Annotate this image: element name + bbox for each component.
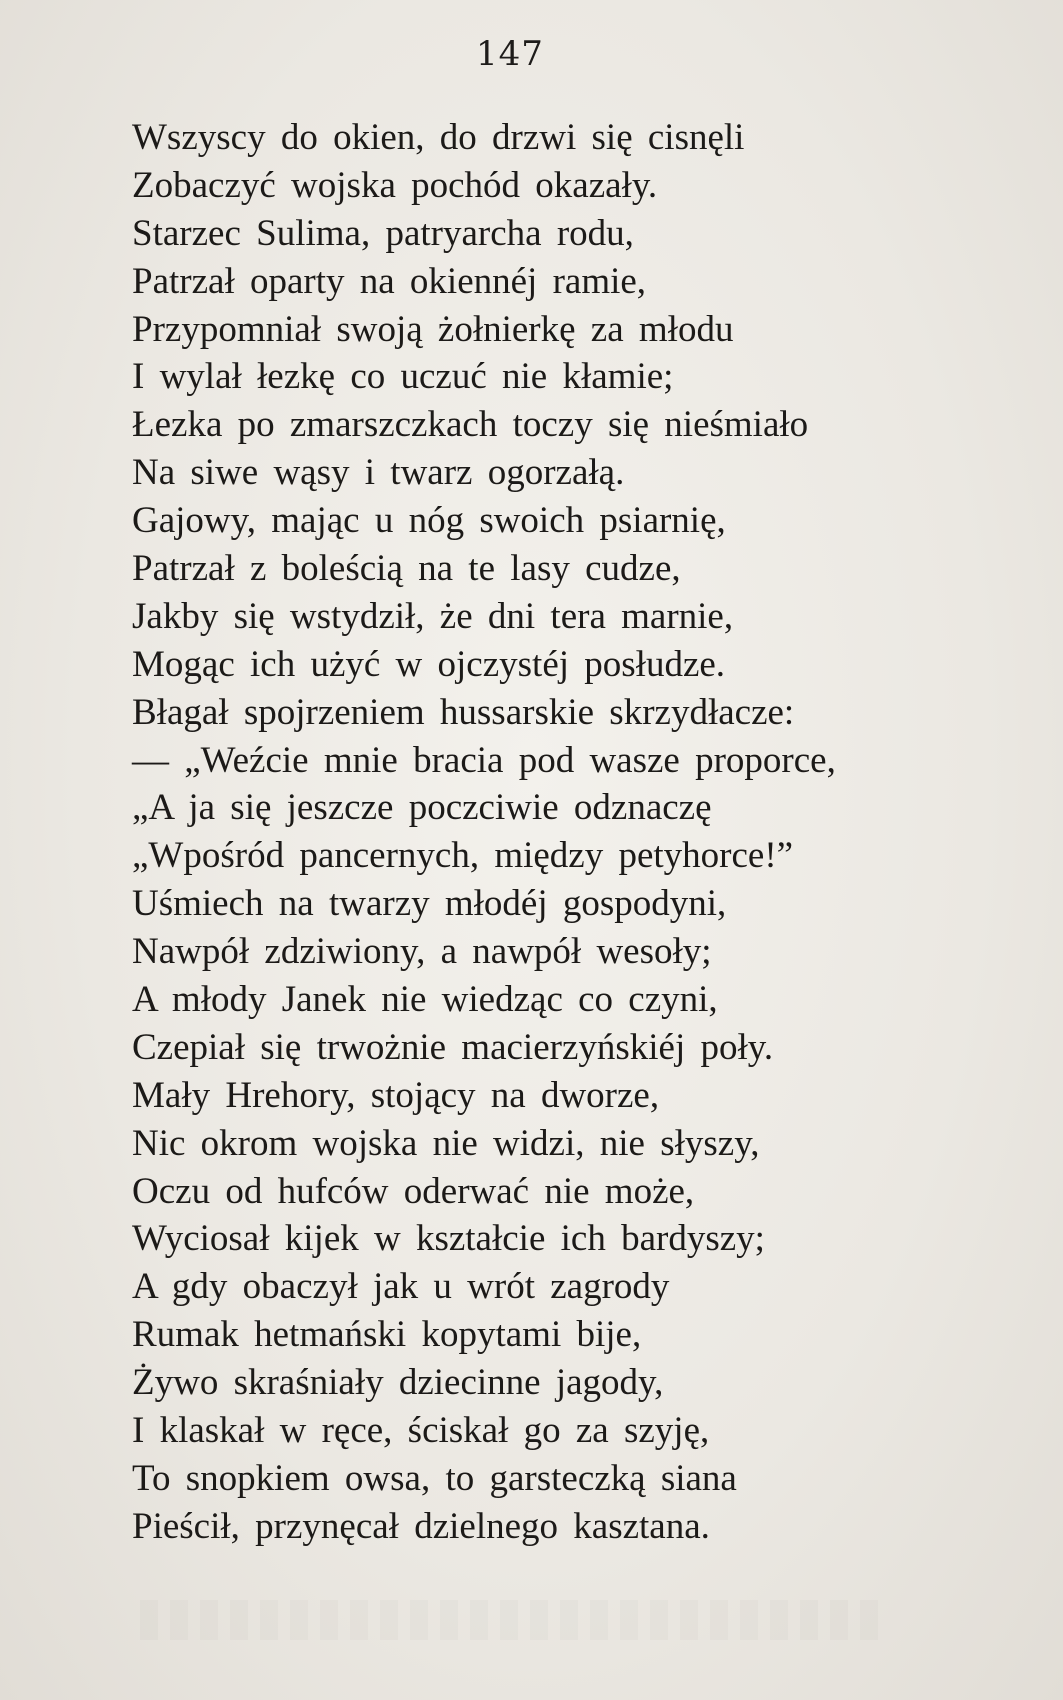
verse-line: „A ja się jeszcze poczciwie odznaczę <box>132 787 712 829</box>
verse-line: Pieścił, przynęcał dzielnego kasztana. <box>132 1505 710 1547</box>
verse-line: Patrzał z boleścią na te lasy cudze, <box>132 548 681 590</box>
verse-line: Żywo skraśniały dziecinne jagody, <box>132 1362 664 1404</box>
verse-line: Starzec Sulima, patryarcha rodu, <box>132 212 634 254</box>
verse-line: Jakby się wstydził, że dni tera marnie, <box>132 595 734 637</box>
verse-line: — „Weźcie mnie bracia pod wasze proporce, <box>132 739 836 781</box>
page-number: 147 <box>476 34 544 74</box>
verse-line: Mogąc ich użyć w ojczystéj posłudze. <box>132 643 726 685</box>
verse-line: I klaskał w ręce, ściskał go za szyję, <box>132 1410 710 1452</box>
verse-line: Nic okrom wojska nie widzi, nie słyszy, <box>132 1122 760 1164</box>
verse-line: Łezka po zmarszczkach toczy się nieśmiało <box>132 404 809 446</box>
verse-line: Czepiał się trwożnie macierzyńskiéj poły. <box>132 1026 774 1068</box>
verse-line: Oczu od hufców oderwać nie może, <box>132 1170 695 1212</box>
verse-line: Błagał spojrzeniem hussarskie skrzydłacze: <box>132 691 795 733</box>
verse-line: „Wpośród pancernych, między petyhorce!” <box>132 835 794 877</box>
verse-line: I wylał łezkę co uczuć nie kłamie; <box>132 356 674 398</box>
verse-line: Mały Hrehory, stojący na dworze, <box>132 1074 660 1116</box>
verse-line: Rumak hetmański kopytami bije, <box>132 1314 642 1356</box>
poem-text <box>132 114 1032 1551</box>
verse-line: Nawpół zdziwiony, a nawpół wesoły; <box>132 931 712 973</box>
verse-line: Wyciosał kijek w kształcie ich bardyszy; <box>132 1218 765 1260</box>
verse-line: Gajowy, mając u nóg swoich psiarnię, <box>132 500 726 542</box>
verse-line: Na siwe wąsy i twarz ogorzałą. <box>132 452 625 494</box>
verse-line: A młody Janek nie wiedząc co czyni, <box>132 979 718 1021</box>
verse-line: Zobaczyć wojska pochód okazały. <box>132 164 658 206</box>
show-through-texture <box>140 1600 880 1640</box>
verse-line: A gdy obaczył jak u wrót zagrody <box>132 1266 670 1308</box>
verse-line: Przypomniał swoją żołnierkę za młodu <box>132 308 734 350</box>
verse-line: Wszyscy do okien, do drzwi się cisnęli <box>132 117 745 158</box>
verse-line: Patrzał oparty na okiennéj ramie, <box>132 260 647 302</box>
verse-line: To snopkiem owsa, to garsteczką siana <box>132 1457 737 1499</box>
verse-line: Uśmiech na twarzy młodéj gospodyni, <box>132 883 727 925</box>
